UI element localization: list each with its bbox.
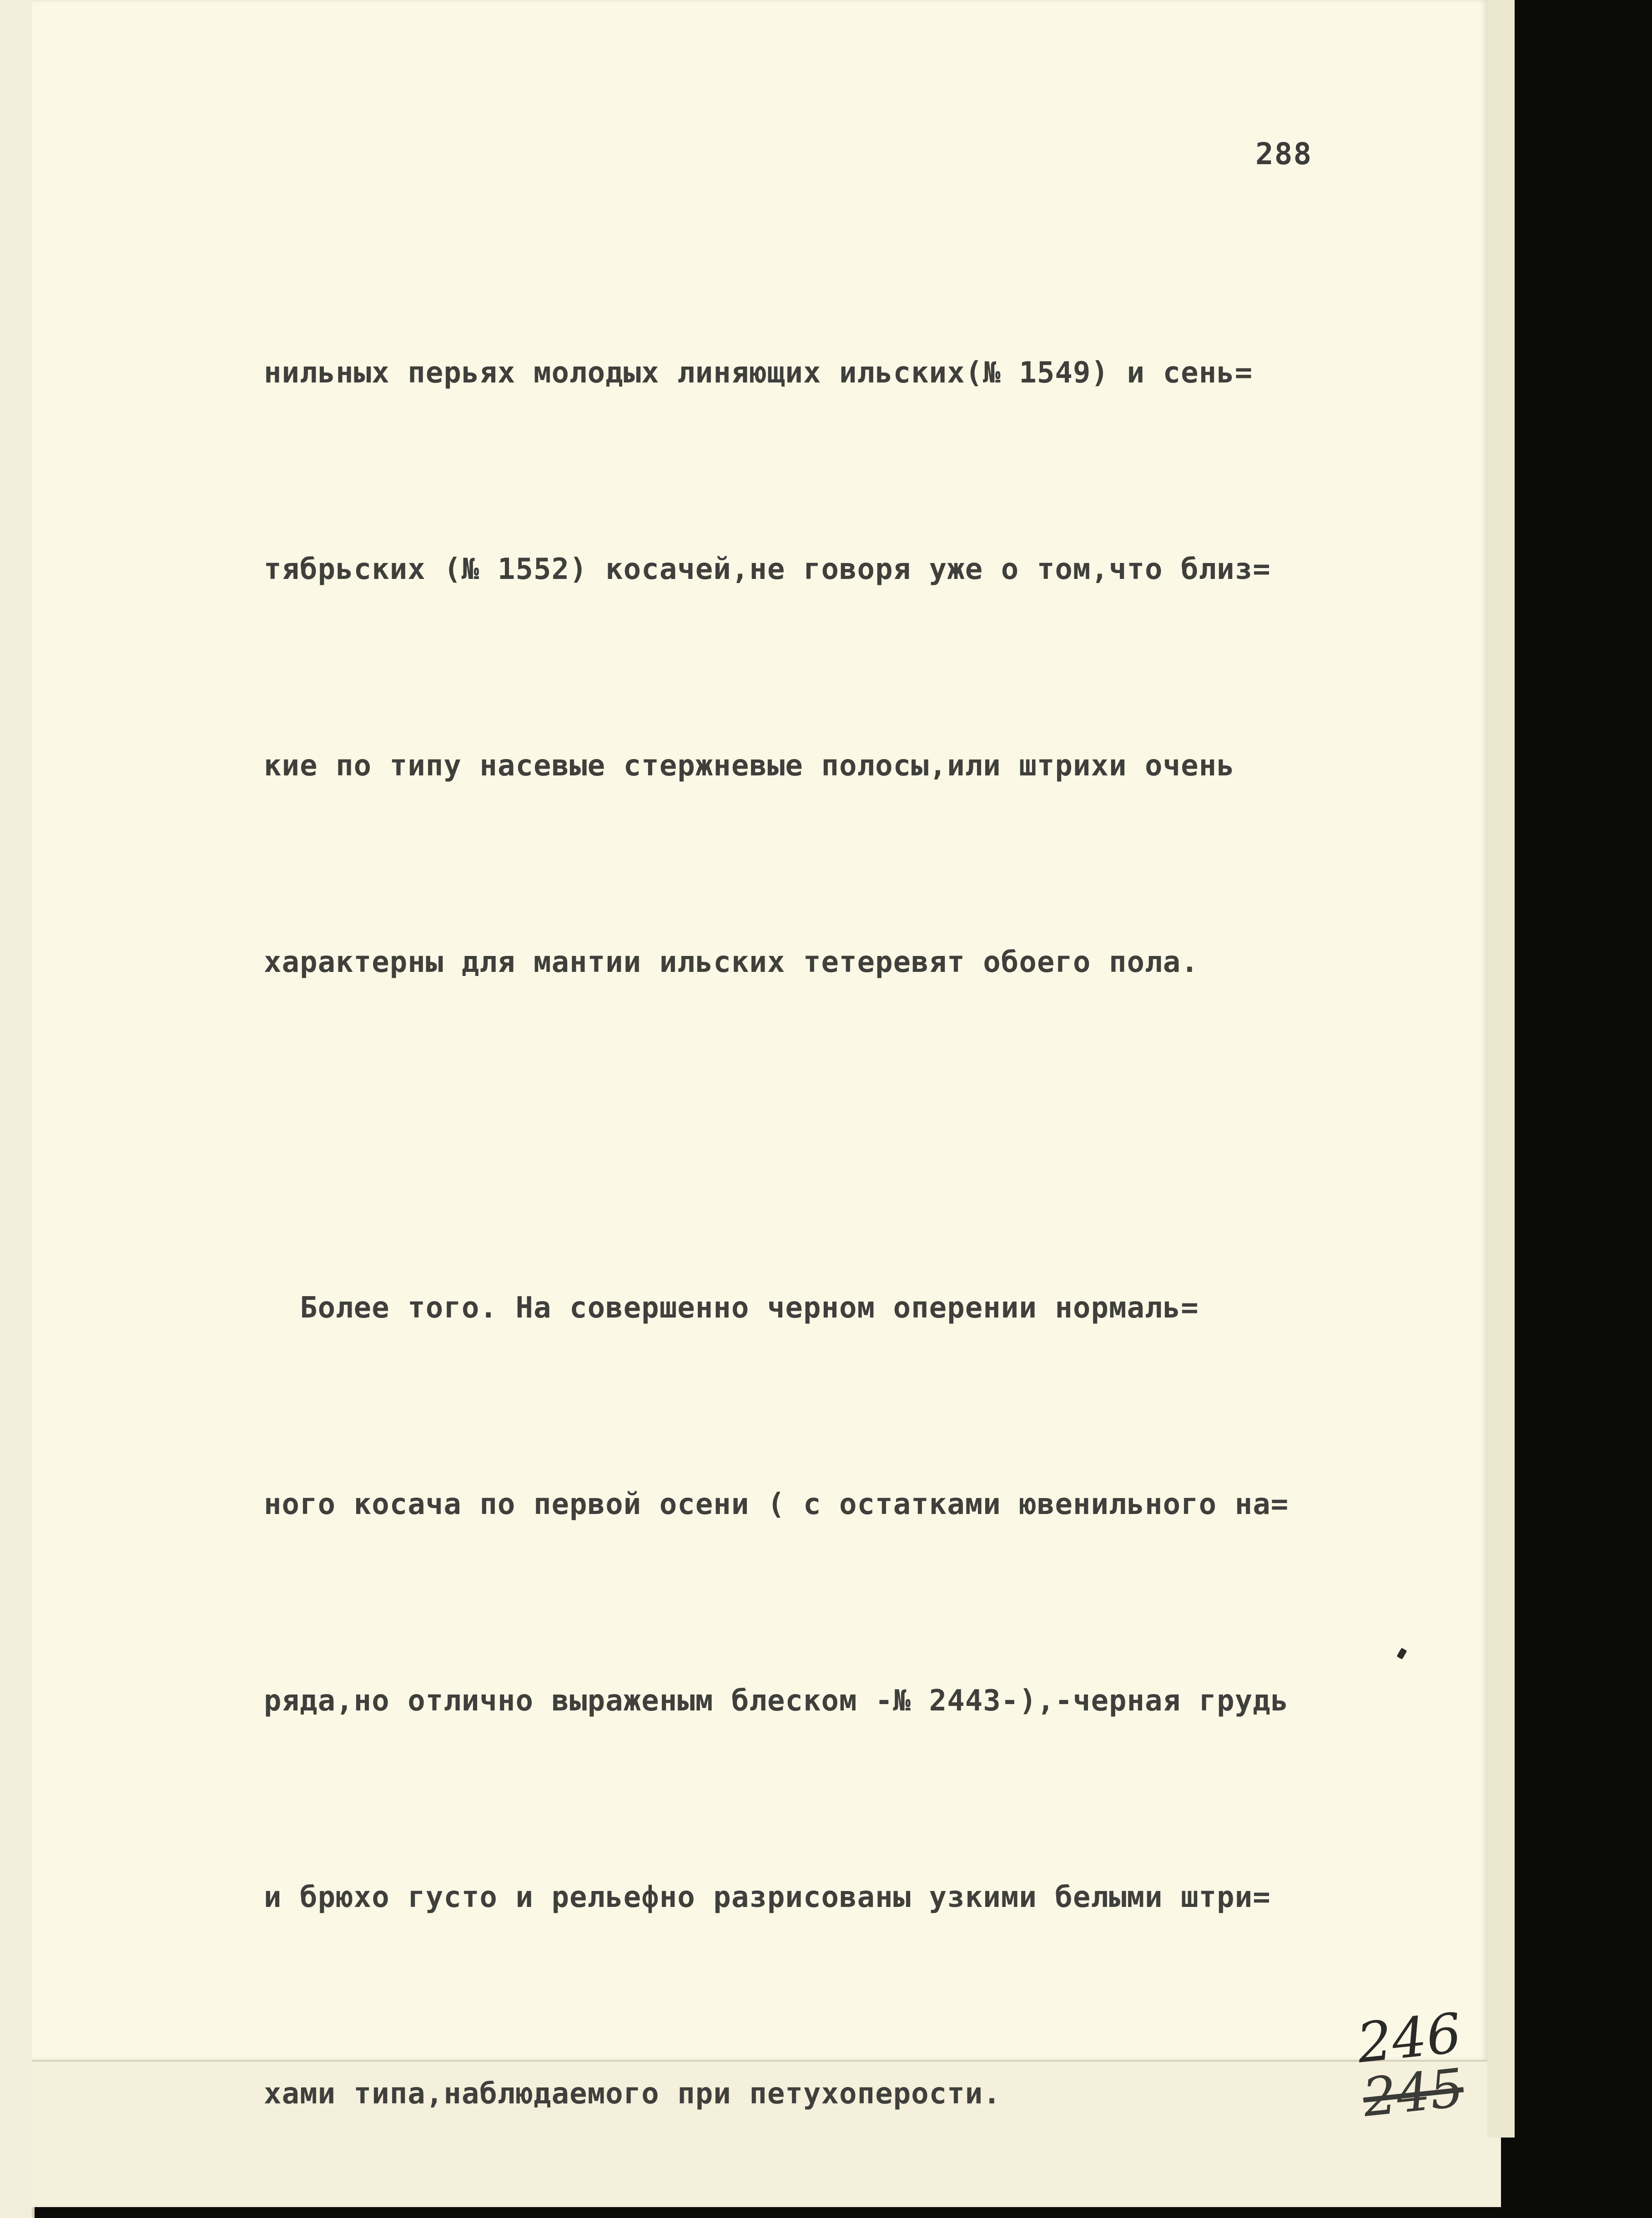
- typewritten-text: [264, 209, 1492, 2218]
- text-line: Более того. На совершенно черном оперении нормаль=: [264, 1291, 1199, 1325]
- page-number: 288: [1255, 136, 1313, 171]
- text-line: и брюхо густо и рельефно разрисованы узкими белыми штри=: [264, 1881, 1271, 1914]
- text-line: нильных перьях молодых линяющих ильских(№ 1549) и сень=: [264, 356, 1253, 390]
- folio-number-crossed: 245: [1360, 2057, 1467, 2129]
- binding-strip: [0, 0, 35, 2218]
- paragraph-gap: [264, 1126, 1492, 1144]
- text-line: тябрьских (№ 1552) косачей,не говоря уже о том,что близ=: [264, 553, 1271, 586]
- text-line: ного косача по первой осени ( с остатками ювенильного на=: [264, 1488, 1289, 1521]
- text-line: хами типа,наблюдаемого при петухоперости.: [264, 2077, 1001, 2111]
- text-line: ряда,но отлично выраженым блеском -№ 2443-),-черная грудь: [264, 1684, 1289, 1718]
- text-line: характерны для мантии ильских тетеревят обоего пола.: [264, 946, 1199, 979]
- text-line: кие по типу насевые стержневые полосы,или штрихи очень: [264, 749, 1235, 783]
- archive-folio-number: [1354, 2002, 1493, 2129]
- folio-number-current: 246: [1354, 2002, 1465, 2076]
